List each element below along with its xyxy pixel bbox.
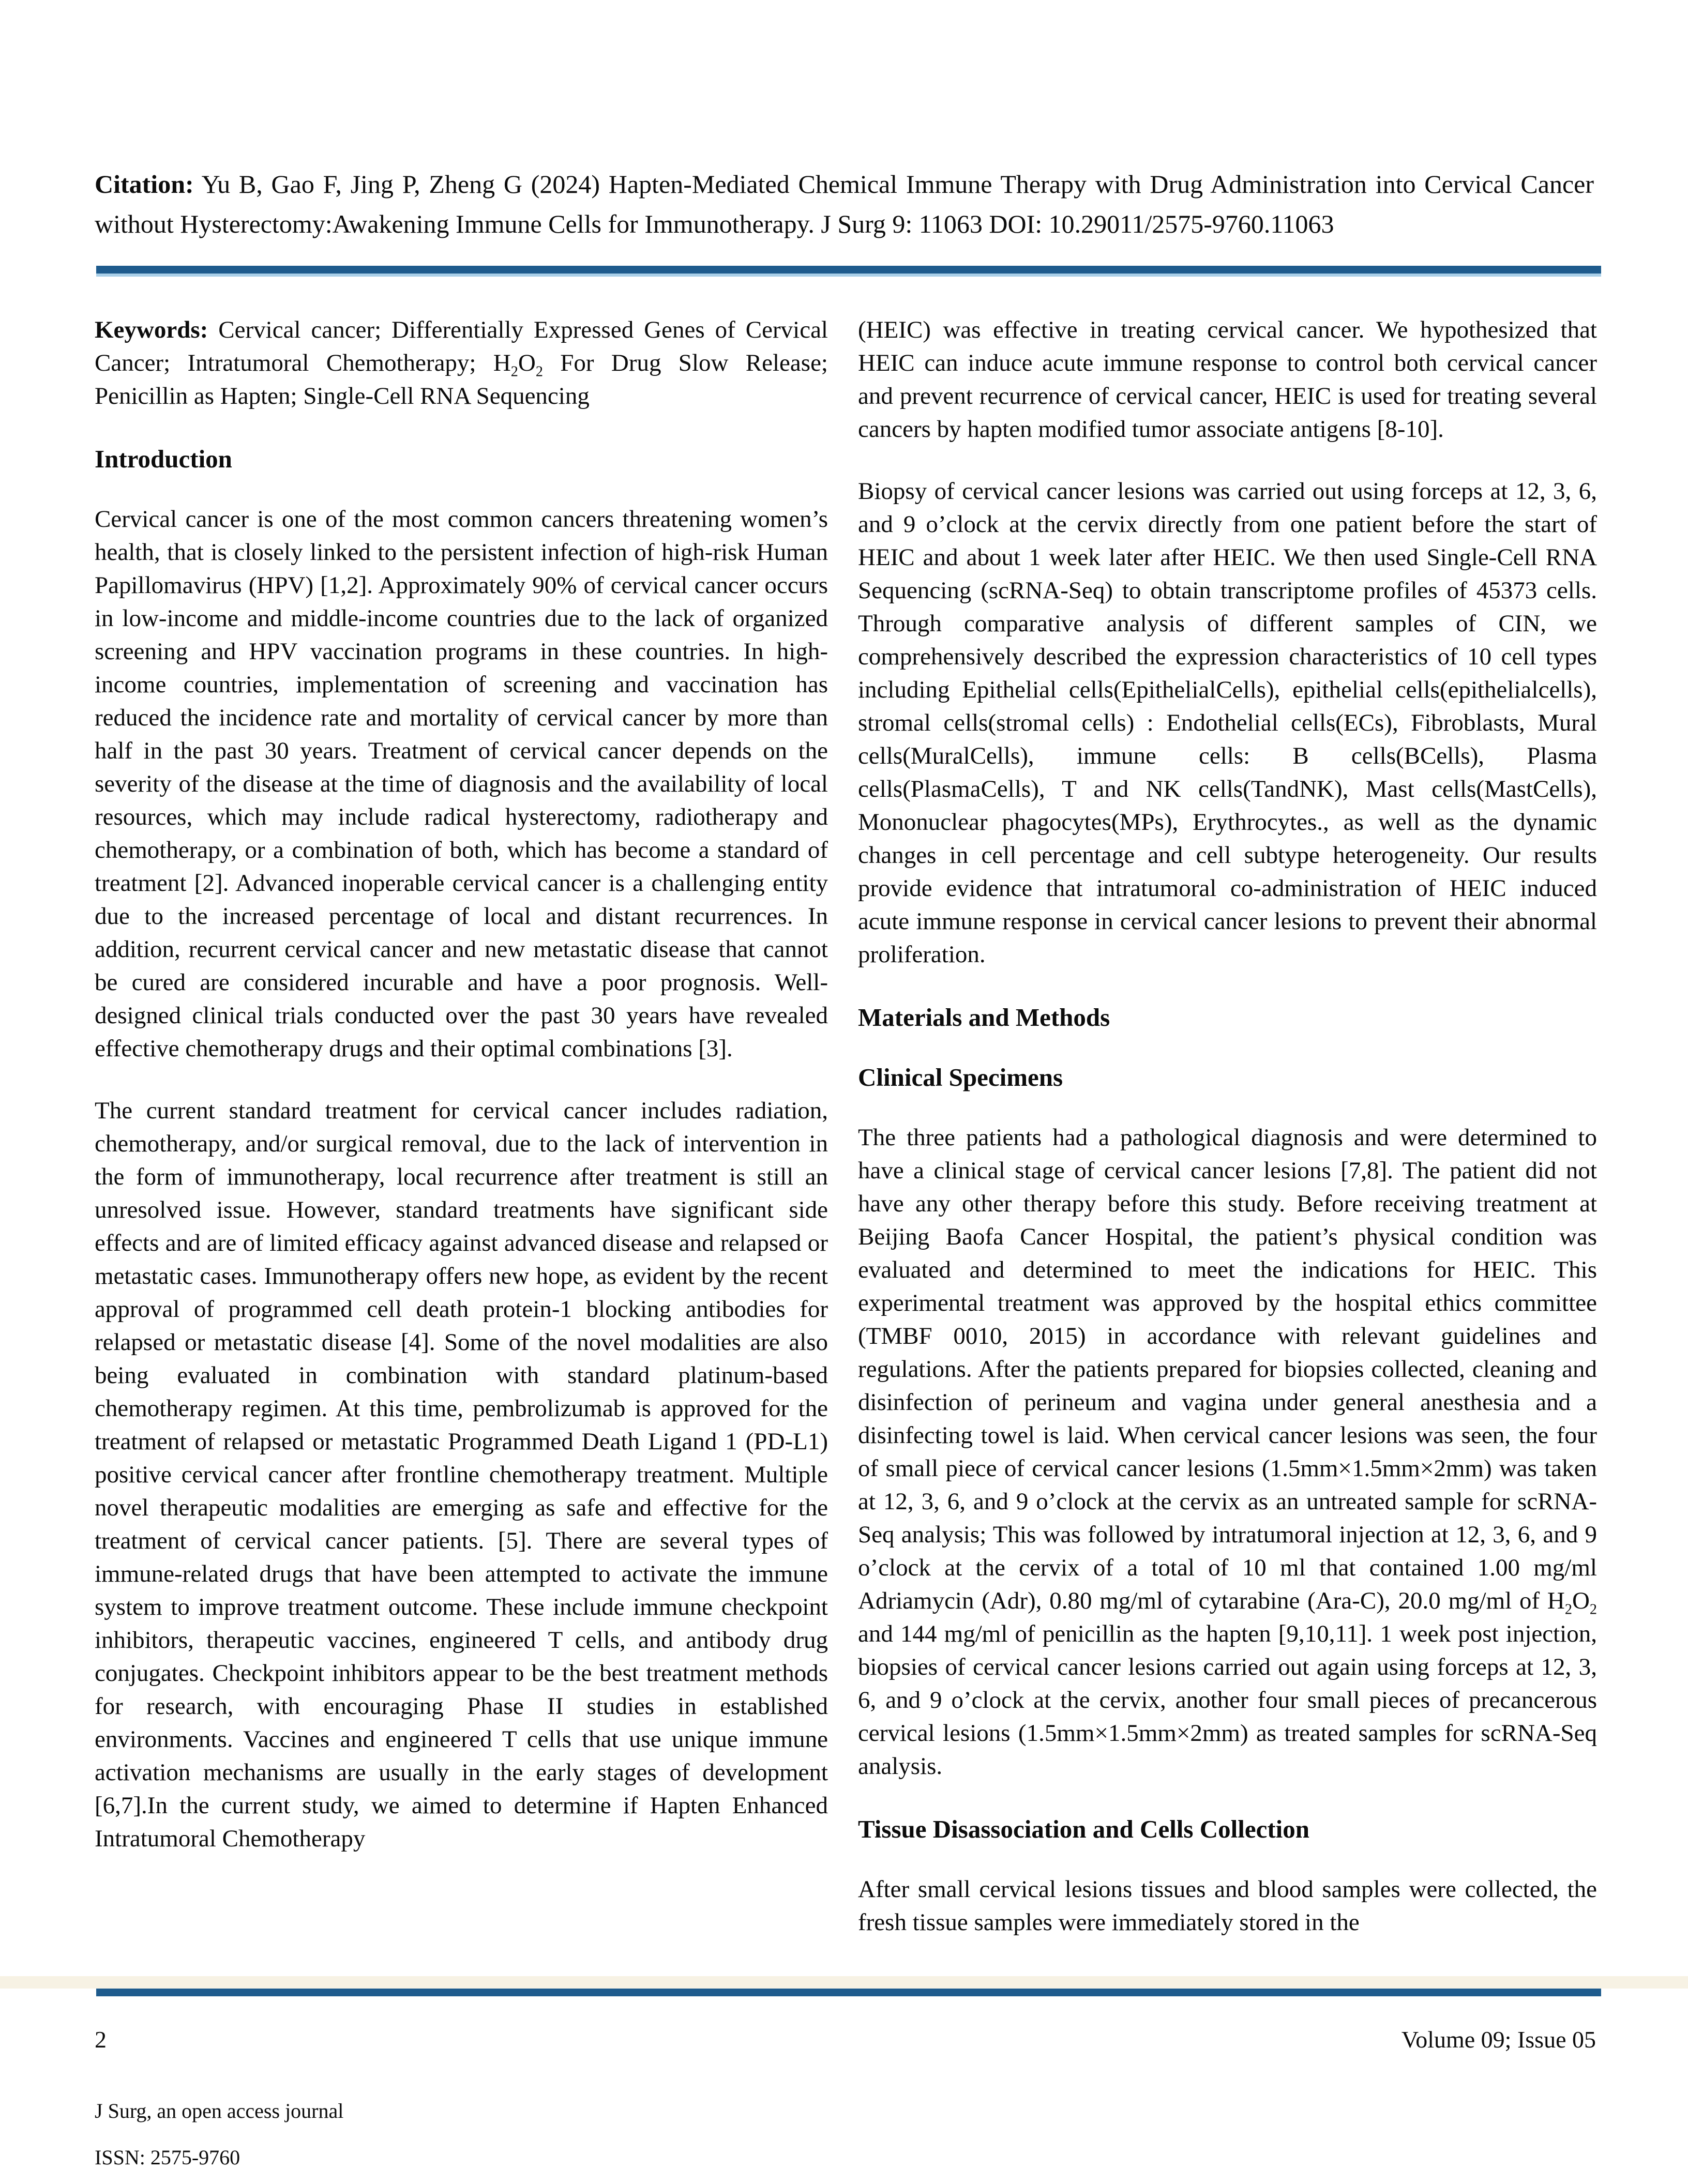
citation-text: Yu B, Gao F, Jing P, Zheng G (2024) Hapten-Mediated Chemical Immune Therapy with Drug Administration into Cervical Cancer without Hysterectomy:Awakening Immune Cells for Immunotherapy. J Surg 9: 11063 DOI: 10.29011/2575-9760.11063: [95, 170, 1594, 238]
citation-label: Citation:: [95, 170, 194, 199]
footer-divider-rule: [96, 1989, 1601, 1996]
two-column-body: [95, 313, 1597, 1939]
h2o2-subscript: 2: [1589, 1601, 1597, 1618]
heading-tissue-disassociation: Tissue Disassociation and Cells Collection: [858, 1815, 1310, 1843]
h2o2-subscript: 2: [510, 363, 518, 380]
footer-cream-band: [0, 1976, 1688, 1989]
keywords-label: Keywords:: [95, 316, 208, 343]
right-column: [858, 313, 1597, 1939]
keywords-text-o: O: [518, 350, 536, 376]
footer-line: [95, 2025, 1596, 2055]
tissue-collection-paragraph: After small cervical lesions tissues and blood samples were collected, the fresh tissue samples were immediately stored in the: [858, 1876, 1597, 1936]
clinical-text-o: O: [1572, 1587, 1590, 1614]
h2o2-subscript: 2: [1564, 1601, 1572, 1618]
journal-note: J Surg, an open access journal: [95, 2099, 344, 2122]
keywords-text-a: Cervical cancer; Differentially Expressed Genes of Cervical Cancer; Intratumoral Chemotherapy; H: [95, 316, 828, 376]
heading-introduction: Introduction: [95, 445, 232, 473]
introduction-paragraph-2: The current standard treatment for cervical cancer includes radiation, chemotherapy, and/or surgical removal, due to the lack of intervention in the form of immunotherapy, local recurrence after treatment is still an unresolved issue. However, standard treatments have significant side effects and are of limited efficacy against advanced disease and relapsed or metastatic cases. Immunotherapy offers new hope, as evident by the recent approval of programmed cell death protein-1 blocking antibodies for relapsed or metastatic disease [4]. Some of the novel modalities are also being evaluated in combination with standard platinum-based chemotherapy regimen. At this time, pembrolizumab is approved for the treatment of relapsed or metastatic Programmed Death Ligand 1 (PD-L1) positive cervical cancer after frontline chemotherapy treatment. Multiple novel therapeutic modalities are emerging as safe and effective for the treatment of cervical cancer patients. [5]. There are several types of immune-related drugs that have been attempted to activate the immune system to improve treatment outcome. These include immune checkpoint inhibitors, therapeutic vaccines, engineered T cells, and antibody drug conjugates. Checkpoint inhibitors appear to be the best treatment methods for research, with encouraging Phase II studies in established environments. Vaccines and engineered T cells that use unique immune activation mechanisms are usually in the early stages of development [6,7].In the current study, we aimed to determine if Hapten Enhanced Intratumoral Chemotherapy: [95, 1097, 828, 1852]
keywords-paragraph: [95, 313, 828, 413]
keywords-text-b: For Drug Slow Release; Penicillin as Hapten; Single-Cell RNA Sequencing: [95, 350, 828, 410]
biopsy-scrnaseq-paragraph: Biopsy of cervical cancer lesions was carried out using forceps at 12, 3, 6, and 9 o’clock at the cervix directly from one patient before the start of HEIC and about 1 week later after HEIC. We then used Single-Cell RNA Sequencing (scRNA-Seq) to obtain transcriptome profiles of 45373 cells. Through comparative analysis of different samples of CIN, we comprehensively described the expression characteristics of 10 cell types including Epithelial cells(EpithelialCells), epithelial cells(epithelialcells), stromal cells(stromal cells) : Endothelial cells(ECs), Fibroblasts, Mural cells(MuralCells), immune cells: B cells(BCells), Plasma cells(PlasmaCells), T and NK cells(TandNK), Mast cells(MastCells), Mononuclear phagocytes(MPs), Erythrocytes., as well as the dynamic changes in cell percentage and cell subtype heterogeneity. Our results provide evidence that intratumoral co-administration of HEIC induced acute immune response in cervical cancer lesions to prevent their abnormal proliferation.: [858, 478, 1597, 968]
heic-hypothesis-paragraph: (HEIC) was effective in treating cervical cancer. We hypothesized that HEIC can induce acute immune response to control both cervical cancer and prevent recurrence of cervical cancer, HEIC is used for treating several cancers by hapten modified tumor associate antigens [8-10].: [858, 316, 1597, 443]
introduction-paragraph-1: Cervical cancer is one of the most common cancers threatening women’s health, that is closely linked to the persistent infection of high-risk Human Papillomavirus (HPV) [1,2]. Approximately 90% of cervical cancer occurs in low-income and middle-income countries due to the lack of organized screening and HPV vaccination programs in these countries. In high-income countries, implementation of screening and vaccination has reduced the incidence rate and mortality of cervical cancer by more than half in the past 30 years. Treatment of cervical cancer depends on the severity of the disease at the time of diagnosis and the availability of local resources, which may include radical hysterectomy, radiotherapy and chemotherapy, or a combination of both, which has become a standard of treatment [2]. Advanced inoperable cervical cancer is a challenging entity due to the increased percentage of local and distant recurrences. In addition, recurrent cervical cancer and new metastatic disease that cannot be cured are considered incurable and have a poor prognosis. Well-designed clinical trials conducted over the past 30 years have revealed effective chemotherapy drugs and their optimal combinations [3].: [95, 506, 828, 1062]
clinical-text-b: and 144 mg/ml of penicillin as the hapten [9,10,11]. 1 week post injection, biopsies of cervical cancer lesions carried out again using forceps at 12, 3, 6, and 9 o’clock at the cervix, another four small pieces of precancerous cervical lesions (1.5mm×1.5mm×2mm) as treated samples for scRNA-Seq analysis.: [858, 1620, 1597, 1780]
clinical-text-a: The three patients had a pathological diagnosis and were determined to have a clinical stage of cervical cancer lesions [7,8]. The patient did not have any other therapy before this study. Before receiving treatment at Beijing Baofa Cancer Hospital, the patient’s physical condition was evaluated and determined to meet the indications for HEIC. This experimental treatment was approved by the hospital ethics committee (TMBF 0010, 2015) in accordance with relevant guidelines and regulations. After the patients prepared for biopsies collected, cleaning and disinfection of perineum and vagina under general anesthesia and a disinfecting towel is laid. When cervical cancer lesions was seen, the four of small piece of cervical cancer lesions (1.5mm×1.5mm×2mm) was taken at 12, 3, 6, and 9 o’clock at the cervix as an untreated sample for scRNA-Seq analysis; This was followed by intratumoral injection at 12, 3, 6, and 9 o’clock at the cervix of a total of 10 ml that contained 1.00 mg/ml Adriamycin (Adr), 0.80 mg/ml of cytarabine (Ara-C), 20.0 mg/ml of H: [858, 1124, 1597, 1614]
page-number: 2: [95, 2026, 107, 2053]
clinical-specimens-paragraph: [858, 1121, 1597, 1783]
left-column: [95, 313, 828, 1939]
volume-issue: Volume 09; Issue 05: [1401, 2026, 1596, 2053]
issn-label: ISSN: 2575-9760: [95, 2146, 240, 2169]
top-divider-rule: [96, 266, 1601, 277]
citation: [95, 164, 1594, 244]
heading-clinical-specimens: Clinical Specimens: [858, 1063, 1063, 1091]
heading-materials-and-methods: Materials and Methods: [858, 1003, 1110, 1032]
h2o2-subscript: 2: [535, 363, 543, 380]
